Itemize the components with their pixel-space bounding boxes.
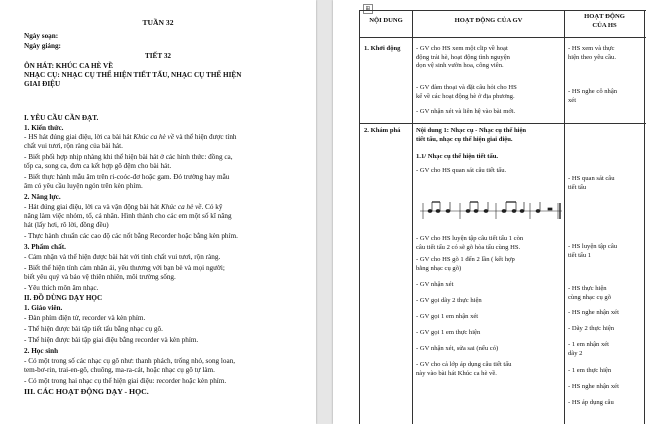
lesson-number: TIẾT 32 bbox=[144, 52, 172, 60]
subsection-student: 2. Học sinh bbox=[24, 347, 59, 355]
hs-activity: - HS xem và thực hiện theo yêu cầu. bbox=[568, 45, 616, 61]
subsection-skills: 2. Năng lực. bbox=[24, 193, 61, 201]
gv-activity: - GV đàm thoại và đặt câu hỏi cho HS kể về các hoạt động hè ở địa phương. bbox=[416, 84, 517, 100]
lesson-title-2: NHẠC CỤ: NHẠC CỤ THỂ HIỆN TIẾT TẤU, NHẠC CỤ THỂ HIỆN bbox=[24, 71, 242, 79]
skills-line: hát (lấy hơi, rõ lời, đồng đều) bbox=[24, 221, 109, 229]
hs-activity: - HS luyện tập câu tiết tấu 1 bbox=[568, 243, 618, 259]
gv-activity: - GV gọi 1 em thực hiện bbox=[416, 329, 481, 336]
gv-activity: - GV cho HS luyện tập câu tiết tấu 1 còn câu tiết tấu 2 có sẽ gõ hòa tấu cùng HS. bbox=[416, 235, 524, 251]
rhythm-notation-image bbox=[420, 197, 562, 223]
subsection-knowledge: 1. Kiến thức. bbox=[24, 124, 64, 132]
header-teacher-activity: HOẠT ĐỘNG CỦA GV bbox=[454, 17, 523, 24]
qualities-line: - Biết thể hiện tính cảm nhân ái, yêu thương với bạn bè và mọi người; bbox=[24, 264, 225, 272]
table-move-handle[interactable]: ⊞ bbox=[363, 4, 373, 14]
header-student-activity: HOẠT ĐỘNG CỦA HS bbox=[584, 13, 625, 29]
section-activities: III. CÁC HOẠT ĐỘNG DẠY - HỌC. bbox=[24, 387, 149, 396]
section-teaching-tools: II. ĐỒ DÙNG DẠY HỌC bbox=[24, 294, 103, 302]
qualities-line: - Cảm nhận và thể hiện được bài hát với tính chất vui tươi, rộn ràng. bbox=[24, 253, 221, 261]
table-divider bbox=[564, 11, 565, 424]
knowledge-line: âm có yêu cầu luyện ngón trên kèn phím. bbox=[24, 182, 143, 190]
hs-activity: - HS nghe nhận xét bbox=[568, 383, 619, 390]
teacher-line: - Đàn phím điện tử, recorder và kèn phím. bbox=[24, 314, 146, 322]
row-label-warmup: 1. Khởi động bbox=[364, 45, 401, 52]
table-divider bbox=[360, 37, 646, 38]
hs-activity: - HS thực hiện cùng nhạc cụ gõ bbox=[568, 285, 612, 301]
knowledge-line: chất vui tươi, rộn ràng của bài hát. bbox=[24, 142, 123, 150]
week-heading: TUẦN 32 bbox=[142, 18, 174, 27]
hs-activity: - HS quan sát câu tiết tấu bbox=[568, 175, 615, 191]
content-heading: Nội dung 1: Nhạc cụ - Nhạc cụ thể hiện tiết tấu, nhạc cụ thể hiện giai điệu. bbox=[416, 127, 527, 143]
gv-activity: - GV gọi 1 em nhận xét bbox=[416, 313, 479, 320]
table-divider bbox=[360, 123, 646, 124]
skills-line: năng làm việc nhóm, tổ, cá nhân. Hình thành cho các em một số kĩ năng bbox=[24, 212, 232, 220]
skills-line: - Hát đúng giai điệu, lời ca và vận động bài hát Khúc ca hè về. Có kỹ bbox=[24, 203, 223, 211]
teacher-line: - Thể hiện được bài tập giai điệu bằng recorder và kèn phím. bbox=[24, 336, 199, 344]
gv-activity: - GV nhận xét bbox=[416, 281, 454, 288]
section-requirements: I. YÊU CẦU CẦN ĐẠT. bbox=[24, 114, 99, 122]
date-taught-label: Ngày giảng: bbox=[24, 42, 61, 50]
hs-activity: - 1 em nhận xét dãy 2 bbox=[568, 341, 610, 357]
gv-activity: - GV nhận xét, sửa sai (nếu có) bbox=[416, 345, 499, 352]
skills-line: - Thực hành chuẩn các cao độ các nốt bằng Recorder hoặc bằng kèn phím. bbox=[24, 232, 238, 240]
lesson-title-3: GIAI ĐIỆU bbox=[24, 80, 61, 88]
subsection-teacher: 1. Giáo viên. bbox=[24, 304, 63, 312]
knowledge-line: - Biết thực hành mẫu âm trên ri-coóc-đơ hoặc gam. Đó trường hay mẫu bbox=[24, 173, 230, 181]
student-line: - Có một trong hai nhạc cụ thể hiện giai điệu: recorder hoặc kèn phím. bbox=[24, 377, 227, 385]
student-line: - Có một trong số các nhạc cụ gõ như: thanh phách, trống nhỏ, song loan, bbox=[24, 357, 236, 365]
hs-activity: - HS áp dụng câu bbox=[568, 399, 614, 406]
row-label-explore: 2. Khám phá bbox=[364, 127, 401, 134]
date-written-label: Ngày soạn: bbox=[24, 32, 59, 40]
hs-activity: - HS nghe cô nhận xét bbox=[568, 88, 618, 104]
qualities-line: - Yêu thích môn âm nhạc. bbox=[24, 284, 99, 292]
gv-activity: - GV cho HS xem một clip về hoạt động trải hè, hoạt động tình nguyện dọn vệ sinh vườn hoa, công viên. bbox=[416, 45, 510, 70]
header-content: NỘI DUNG bbox=[369, 17, 403, 24]
subsection-qualities: 3. Phẩm chất. bbox=[24, 243, 66, 251]
hs-activity: - HS nghe nhận xét bbox=[568, 309, 619, 316]
knowledge-line: - Biết phối hợp nhịp nhàng khi thể hiện bài hát ở các hình thức: đồng ca, bbox=[24, 153, 233, 161]
knowledge-line: - HS hát đúng giai điệu, lời ca bài hát Khúc ca hè về và thể hiện được tính bbox=[24, 133, 237, 141]
document-page-left bbox=[0, 0, 316, 424]
gv-activity: - GV gọi dãy 2 thực hiện bbox=[416, 297, 482, 304]
content-subheading: 1.1/ Nhạc cụ thể hiện tiết tấu. bbox=[416, 153, 499, 160]
lesson-table bbox=[359, 10, 646, 424]
hs-activity: - 1 em thực hiện bbox=[568, 367, 612, 374]
teacher-line: - Thể hiện được bài tập tiết tấu bằng nhạc cụ gõ. bbox=[24, 325, 163, 333]
lesson-title-1: ÔN HÁT: KHÚC CA HÈ VỀ bbox=[24, 62, 113, 70]
gv-activity: - GV cho HS gõ 1 đến 2 lần ( kết hợp bằng nhạc cụ gõ) bbox=[416, 256, 515, 272]
gv-activity: - GV cho cả lớp áp dụng câu tiết tấu này vào bài hát Khúc ca hè về. bbox=[416, 361, 512, 377]
knowledge-line: tốp ca, song ca, đơn ca kết hợp gõ đệm cho bài hát. bbox=[24, 162, 172, 170]
student-line: tem-bơ-rin, trai-en-gô, chuông, ma-ra-cát, hoặc nhạc cụ gõ tự làm. bbox=[24, 366, 215, 374]
hs-activity: - Dãy 2 thực hiện bbox=[568, 325, 615, 332]
document-page-right bbox=[333, 0, 650, 424]
gv-activity: - GV nhận xét và liên hệ vào bài mới. bbox=[416, 108, 516, 115]
table-divider bbox=[412, 11, 413, 424]
table-divider bbox=[644, 11, 645, 424]
gv-activity: - GV cho HS quan sát câu tiết tấu. bbox=[416, 167, 507, 174]
qualities-line: biết yêu quý và bảo vệ thiên nhiên, môi trường sống. bbox=[24, 273, 176, 281]
